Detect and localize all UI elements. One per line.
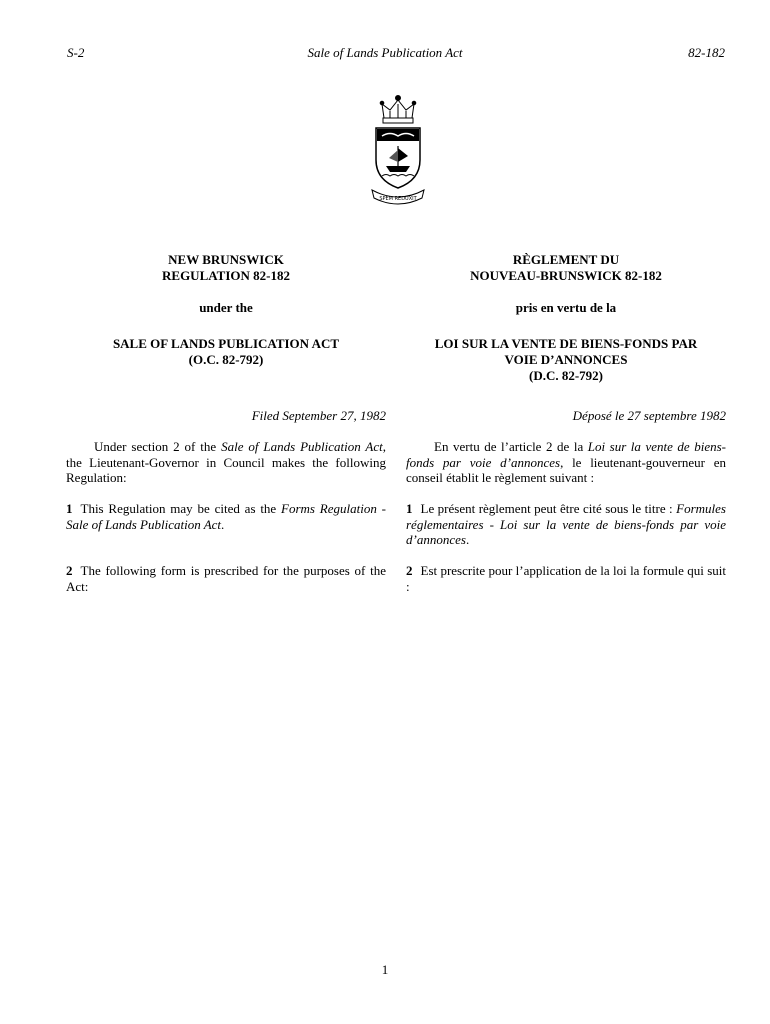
english-act-line1: SALE OF LANDS PUBLICATION ACT bbox=[112, 336, 340, 351]
english-section-1: 1 This Regulation may be cited as the Forms Regulation - Sale of Lands Publication Act. bbox=[66, 501, 386, 532]
french-act-line2: VOIE D’ANNONCES bbox=[504, 352, 628, 367]
english-title-line1: NEW BRUNSWICK bbox=[168, 252, 284, 267]
french-act-line1: LOI SUR LA VENTE DE BIENS-FONDS PAR bbox=[434, 336, 698, 351]
english-paragraph-enactment: Under section 2 of the Sale of Lands Publication Act, the Lieutenant-Governor in Council makes the following Regulation: bbox=[66, 439, 386, 485]
french-act-line3: (D.C. 82-792) bbox=[528, 368, 603, 383]
english-title-block bbox=[66, 252, 386, 368]
section-number: 2 bbox=[406, 563, 413, 578]
section-number: 1 bbox=[406, 501, 413, 516]
header-right: 82-182 bbox=[688, 45, 725, 60]
page-number: 1 bbox=[381, 962, 389, 977]
crest-motto: SPEM REDUXIT bbox=[379, 196, 417, 202]
english-act-line2: (O.C. 82-792) bbox=[188, 352, 264, 367]
coat-of-arms-icon bbox=[368, 94, 428, 206]
header-title: Sale of Lands Publication Act bbox=[307, 45, 463, 60]
french-title-line1: RÈGLEMENT DU bbox=[512, 252, 620, 267]
english-title-line2: REGULATION 82-182 bbox=[162, 268, 290, 283]
french-paragraph-enactment: En vertu de l’article 2 de la Loi sur la vente de biens-fonds par voie d’annonces, le lieutenant-gouverneur en conseil établit le règlement suivant : bbox=[406, 439, 726, 485]
french-under: pris en vertu de la bbox=[515, 300, 617, 315]
section-number: 1 bbox=[66, 501, 73, 516]
header-left: S-2 bbox=[67, 45, 85, 60]
section-number: 2 bbox=[66, 563, 73, 578]
french-section-2: 2 Est prescrite pour l’application de la loi la formule qui suit : bbox=[406, 563, 726, 594]
english-section-2: 2 The following form is prescribed for the purposes of the Act: bbox=[66, 563, 386, 594]
english-under: under the bbox=[199, 300, 253, 315]
french-title-block bbox=[406, 252, 726, 384]
french-title-line2: NOUVEAU-BRUNSWICK 82-182 bbox=[470, 268, 662, 283]
french-section-1: 1 Le présent règlement peut être cité sous le titre : Formules réglementaires - Loi sur la vente de biens-fonds par voie d’annonces. bbox=[406, 501, 726, 547]
french-filed-date: Déposé le 27 septembre 1982 bbox=[572, 408, 726, 423]
english-filed-date: Filed September 27, 1982 bbox=[251, 408, 386, 423]
